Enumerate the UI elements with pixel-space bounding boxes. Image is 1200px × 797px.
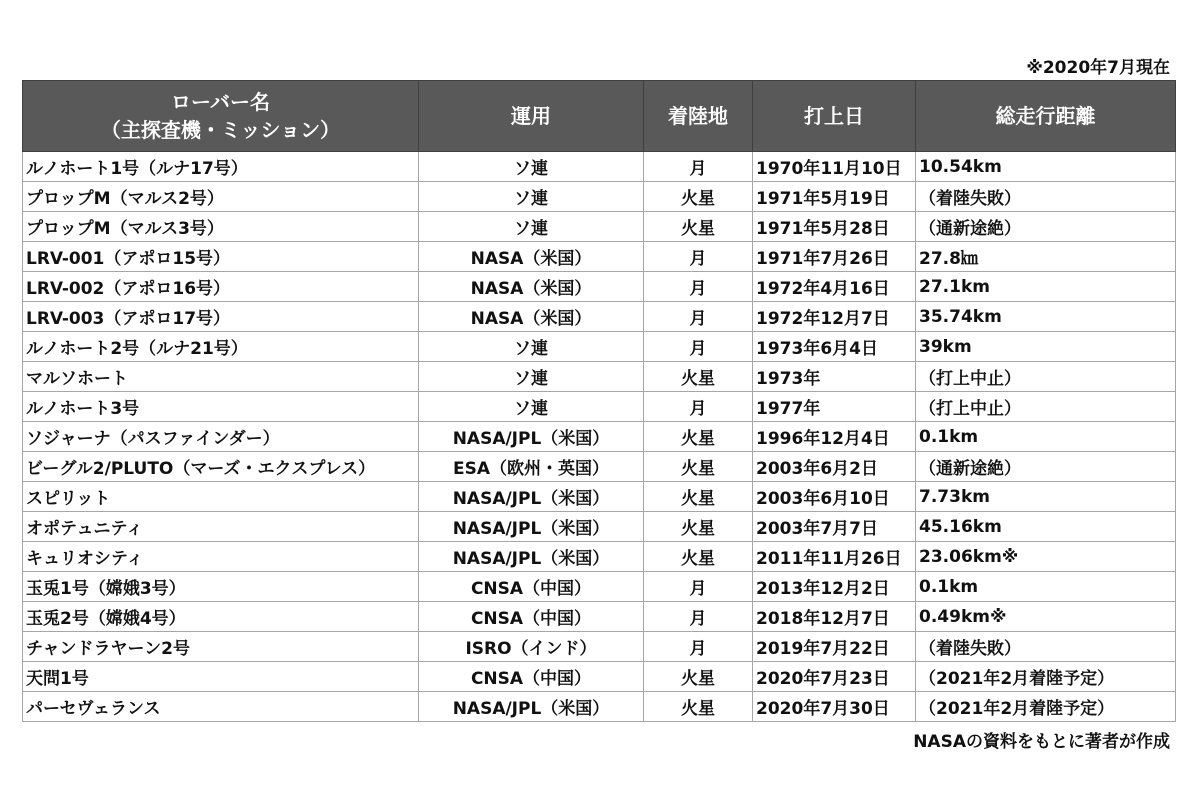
launch-date-cell: 2020年7月30日 bbox=[753, 692, 916, 722]
landing-site-cell: 火星 bbox=[644, 422, 753, 452]
distance-cell: 39km bbox=[916, 332, 1176, 362]
table-row bbox=[23, 602, 1176, 632]
landing-site-cell: 火星 bbox=[644, 662, 753, 692]
header-launch-date: 打上日 bbox=[753, 81, 916, 152]
rover-name-cell: パーセヴェランス bbox=[23, 692, 419, 722]
table-row bbox=[23, 302, 1176, 332]
landing-site-cell: 月 bbox=[644, 152, 753, 182]
distance-cell: 0.49km※ bbox=[916, 602, 1176, 632]
launch-date-cell: 1972年12月7日 bbox=[753, 302, 916, 332]
header-rover-name-line1: ローバー名 bbox=[171, 90, 270, 114]
table-row bbox=[23, 182, 1176, 212]
distance-cell: （2021年2月着陸予定） bbox=[916, 662, 1176, 692]
launch-date-cell: 1996年12月4日 bbox=[753, 422, 916, 452]
rover-name-cell: オポテュニティ bbox=[23, 512, 419, 542]
launch-date-cell: 2003年6月10日 bbox=[753, 482, 916, 512]
rover-name-cell: 玉兎1号（嫦娥3号） bbox=[23, 572, 419, 602]
operator-cell: ソ連 bbox=[419, 392, 644, 422]
rover-name-cell: 天問1号 bbox=[23, 662, 419, 692]
table-row bbox=[23, 662, 1176, 692]
distance-cell: 45.16km bbox=[916, 512, 1176, 542]
landing-site-cell: 火星 bbox=[644, 182, 753, 212]
landing-site-cell: 火星 bbox=[644, 542, 753, 572]
table-row bbox=[23, 572, 1176, 602]
landing-site-cell: 月 bbox=[644, 332, 753, 362]
table-row bbox=[23, 512, 1176, 542]
operator-cell: NASA/JPL（米国） bbox=[419, 692, 644, 722]
table-row bbox=[23, 152, 1176, 182]
operator-cell: CNSA（中国） bbox=[419, 662, 644, 692]
launch-date-cell: 1971年7月26日 bbox=[753, 242, 916, 272]
launch-date-cell: 2013年12月2日 bbox=[753, 572, 916, 602]
operator-cell: NASA/JPL（米国） bbox=[419, 512, 644, 542]
launch-date-cell: 2019年7月22日 bbox=[753, 632, 916, 662]
distance-cell: （通新途絶） bbox=[916, 452, 1176, 482]
distance-cell: （打上中止） bbox=[916, 362, 1176, 392]
landing-site-cell: 月 bbox=[644, 602, 753, 632]
header-distance: 総走行距離 bbox=[916, 81, 1176, 152]
header-rover-name-line2: （主探査機・ミッション） bbox=[100, 118, 341, 142]
distance-cell: 27.1km bbox=[916, 272, 1176, 302]
landing-site-cell: 火星 bbox=[644, 362, 753, 392]
rover-name-cell: スピリット bbox=[23, 482, 419, 512]
rover-name-cell: ビーグル2/PLUTO（マーズ・エクスプレス） bbox=[23, 452, 419, 482]
table-row bbox=[23, 332, 1176, 362]
rover-name-cell: ルノホート3号 bbox=[23, 392, 419, 422]
rover-name-cell: ソジャーナ（パスファインダー） bbox=[23, 422, 419, 452]
landing-site-cell: 火星 bbox=[644, 452, 753, 482]
distance-cell: 35.74km bbox=[916, 302, 1176, 332]
distance-cell: （着陸失敗） bbox=[916, 632, 1176, 662]
table-row bbox=[23, 452, 1176, 482]
landing-site-cell: 火星 bbox=[644, 482, 753, 512]
rover-table bbox=[22, 80, 1176, 722]
rover-name-cell: プロップM（マルス3号） bbox=[23, 212, 419, 242]
launch-date-cell: 2011年11月26日 bbox=[753, 542, 916, 572]
operator-cell: NASA/JPL（米国） bbox=[419, 482, 644, 512]
rover-name-cell: LRV-003（アポロ17号） bbox=[23, 302, 419, 332]
rover-name-cell: ルノホート2号（ルナ21号） bbox=[23, 332, 419, 362]
table-row bbox=[23, 392, 1176, 422]
source-note: NASAの資料をもとに著者が作成 bbox=[913, 732, 1170, 752]
launch-date-cell: 1972年4月16日 bbox=[753, 272, 916, 302]
operator-cell: ソ連 bbox=[419, 182, 644, 212]
operator-cell: CNSA（中国） bbox=[419, 602, 644, 632]
launch-date-cell: 1971年5月19日 bbox=[753, 182, 916, 212]
header-rover-name bbox=[23, 81, 419, 152]
distance-cell: （通新途絶） bbox=[916, 212, 1176, 242]
distance-cell: （着陸失敗） bbox=[916, 182, 1176, 212]
operator-cell: ソ連 bbox=[419, 212, 644, 242]
landing-site-cell: 月 bbox=[644, 572, 753, 602]
header-landing-site: 着陸地 bbox=[644, 81, 753, 152]
header-operator: 運用 bbox=[419, 81, 644, 152]
launch-date-cell: 1977年 bbox=[753, 392, 916, 422]
header-row bbox=[23, 81, 1176, 152]
rover-name-cell: チャンドラヤーン2号 bbox=[23, 632, 419, 662]
operator-cell: NASA/JPL（米国） bbox=[419, 422, 644, 452]
distance-cell: 0.1km bbox=[916, 572, 1176, 602]
launch-date-cell: 2003年6月2日 bbox=[753, 452, 916, 482]
operator-cell: ソ連 bbox=[419, 332, 644, 362]
distance-cell: 27.8㎞ bbox=[916, 242, 1176, 272]
landing-site-cell: 月 bbox=[644, 242, 753, 272]
rover-name-cell: 玉兎2号（嫦娥4号） bbox=[23, 602, 419, 632]
rover-name-cell: マルソホート bbox=[23, 362, 419, 392]
rover-name-cell: プロップM（マルス2号） bbox=[23, 182, 419, 212]
as-of-note: ※2020年7月現在 bbox=[1026, 58, 1170, 78]
launch-date-cell: 2020年7月23日 bbox=[753, 662, 916, 692]
landing-site-cell: 月 bbox=[644, 392, 753, 422]
table-row bbox=[23, 632, 1176, 662]
operator-cell: ソ連 bbox=[419, 362, 644, 392]
rover-name-cell: LRV-002（アポロ16号） bbox=[23, 272, 419, 302]
launch-date-cell: 1973年6月4日 bbox=[753, 332, 916, 362]
landing-site-cell: 月 bbox=[644, 302, 753, 332]
table-row bbox=[23, 482, 1176, 512]
table-row bbox=[23, 692, 1176, 722]
rover-name-cell: キュリオシティ bbox=[23, 542, 419, 572]
rover-name-cell: LRV-001（アポロ15号） bbox=[23, 242, 419, 272]
table-row bbox=[23, 242, 1176, 272]
launch-date-cell: 2003年7月7日 bbox=[753, 512, 916, 542]
operator-cell: NASA/JPL（米国） bbox=[419, 542, 644, 572]
launch-date-cell: 1970年11月10日 bbox=[753, 152, 916, 182]
distance-cell: 23.06km※ bbox=[916, 542, 1176, 572]
distance-cell: （打上中止） bbox=[916, 392, 1176, 422]
distance-cell: 0.1km bbox=[916, 422, 1176, 452]
landing-site-cell: 火星 bbox=[644, 212, 753, 242]
operator-cell: ソ連 bbox=[419, 152, 644, 182]
table-row bbox=[23, 272, 1176, 302]
landing-site-cell: 火星 bbox=[644, 512, 753, 542]
distance-cell: （2021年2月着陸予定） bbox=[916, 692, 1176, 722]
landing-site-cell: 月 bbox=[644, 632, 753, 662]
operator-cell: CNSA（中国） bbox=[419, 572, 644, 602]
operator-cell: NASA（米国） bbox=[419, 302, 644, 332]
distance-cell: 7.73km bbox=[916, 482, 1176, 512]
landing-site-cell: 月 bbox=[644, 272, 753, 302]
landing-site-cell: 火星 bbox=[644, 692, 753, 722]
operator-cell: ISRO（インド） bbox=[419, 632, 644, 662]
operator-cell: NASA（米国） bbox=[419, 242, 644, 272]
table-row bbox=[23, 212, 1176, 242]
distance-cell: 10.54km bbox=[916, 152, 1176, 182]
launch-date-cell: 1973年 bbox=[753, 362, 916, 392]
launch-date-cell: 1971年5月28日 bbox=[753, 212, 916, 242]
table-row bbox=[23, 542, 1176, 572]
table-row bbox=[23, 362, 1176, 392]
table-row bbox=[23, 422, 1176, 452]
operator-cell: NASA（米国） bbox=[419, 272, 644, 302]
operator-cell: ESA（欧州・英国） bbox=[419, 452, 644, 482]
launch-date-cell: 2018年12月7日 bbox=[753, 602, 916, 632]
rover-name-cell: ルノホート1号（ルナ17号） bbox=[23, 152, 419, 182]
